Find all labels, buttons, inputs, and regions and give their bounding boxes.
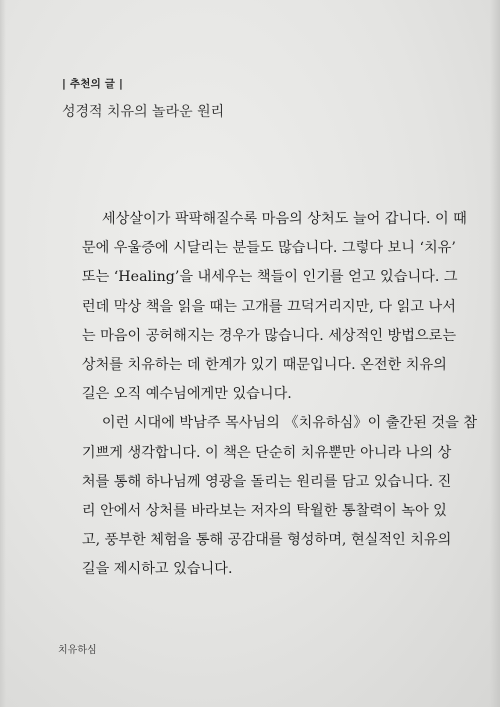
paragraph-1 [62,205,467,409]
text-line: 는 마음이 공허해지는 경우가 많습니다. 세상적인 방법으로는 [81,327,457,344]
body-text [62,205,478,585]
running-footer: 치유하심 [58,645,97,656]
text-line: 런데 막상 책을 읽을 때는 고개를 끄덕거리지만, 다 읽고 나서 [81,298,456,315]
paragraph-2 [62,409,478,584]
text-line: 리 안에서 상처를 바라보는 저자의 탁월한 통찰력이 녹아 있 [81,503,447,520]
text-line: 문에 우울증에 시달리는 분들도 많습니다. 그렇다 보니 ‘치유’ [81,240,456,257]
text-line: 상처를 치유하는 데 한계가 있기 때문입니다. 온전한 치유의 [81,357,447,374]
text-line: 또는 ‘Healing’을 내세우는 책들이 인기를 얻고 있습니다. 그 [81,269,458,286]
text-line: 세상살이가 팍팍해질수록 마음의 상처도 늘어 갑니다. 이 때 [101,211,467,227]
text-line: 길을 제시하고 있습니다. [81,561,233,578]
text-line: 기쁘게 생각합니다. 이 책은 단순히 치유뿐만 아니라 나의 상 [81,444,452,461]
text-line: 이런 시대에 박남주 목사님의 《치유하심》이 출간된 것을 참 [101,415,478,432]
page-subtitle: 성경적 치유의 놀라운 원리 [62,104,225,120]
text-line: 고, 풍부한 체험을 통해 공감대를 형성하며, 현실적인 치유의 [81,532,452,549]
section-label: | 추천의 글 | [62,78,124,90]
text-line: 처를 통해 하나님께 영광을 돌리는 원리를 담고 있습니다. 진 [81,473,452,490]
text-line: 길은 오직 예수님에게만 있습니다. [81,386,292,403]
